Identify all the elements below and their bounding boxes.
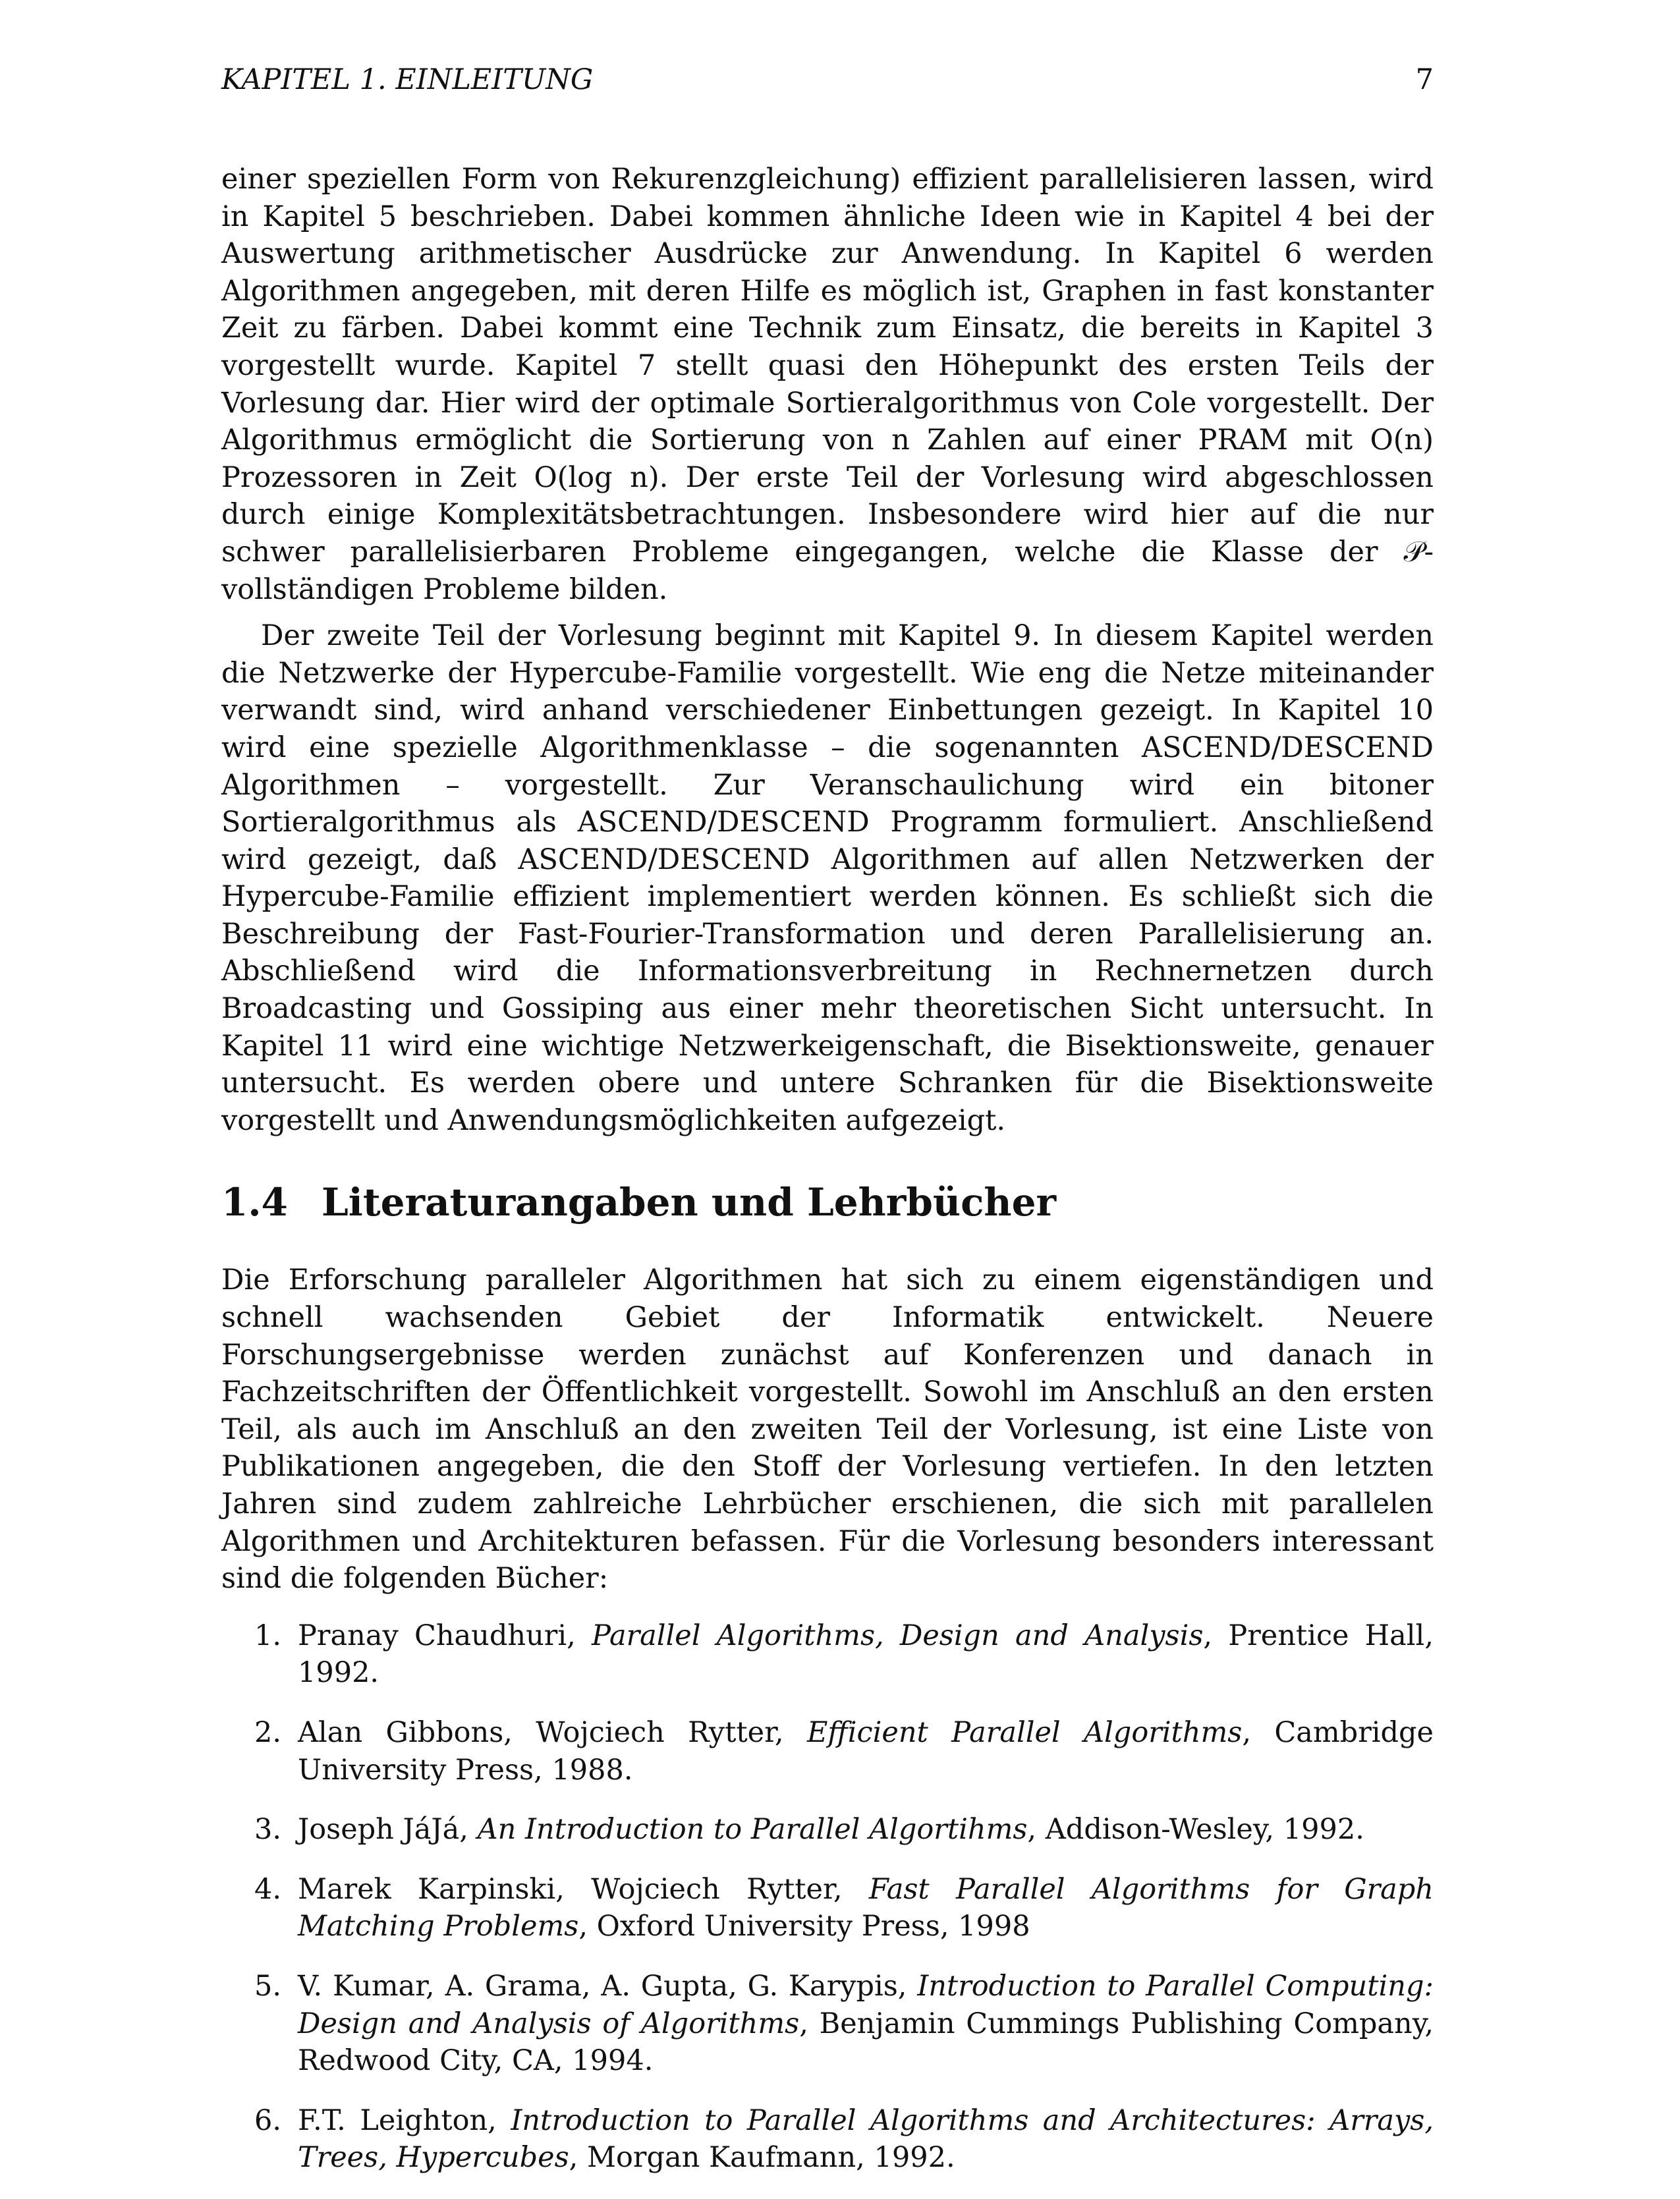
reference-number: 2. [254,1715,282,1749]
reference-authors: F.T. Leighton, [298,2103,511,2137]
reference-publisher: , Morgan Kaufmann, 1992. [569,2141,955,2175]
section-title: Literaturangaben und Lehrbücher [322,1180,1057,1225]
reference-number: 1. [254,1619,282,1652]
reference-authors: Marek Karpinski, Wojciech Rytter, [298,1872,869,1906]
page-number: 7 [1415,63,1434,96]
reference-title: Fast Parallel Algorithms for Graph Matching Problems [298,1872,1434,1943]
reference-number: 3. [254,1813,282,1847]
reference-number: 5. [254,1969,282,2003]
reference-title: Efficient Parallel Algorithms [806,1715,1243,1749]
body-paragraph-3: Die Erforschung paralleler Algorithmen hat sich zu einem eigenständigen und schnell wachsenden Gebiet der Informatik entwickelt. Neuere Forschungsergebnisse werden zunächst auf Konferenzen und danach in Fachzeitschriften der Öffentlichkeit vorgestellt. Sowohl im Anschluß an den ersten Teil, als auch im Anschluß an den zweiten Teil der Vorlesung, ist eine Liste von Publikationen angegeben, die den Stoff der Vorlesung vertiefen. In den letzten Jahren sind zudem zahlreiche Lehrbücher erschienen, die sich mit parallelen Algorithmen und Architekturen befassen. Für die Vorlesung besonders interessant sind die folgenden Bücher: [221,1264,1434,1596]
section-number: 1.4 [221,1180,288,1225]
reference-publisher: , Prentice Hall, 1992. [298,1619,1434,1690]
running-head [221,63,1434,105]
reference-item [221,1968,1434,2080]
reference-publisher: , Oxford University Press, 1998 [578,1910,1030,1943]
reference-title: An Introduction to Parallel Algortihms [477,1813,1028,1847]
reference-title: Introduction to Parallel Algorithms and Architectures: Arrays, Trees, Hypercubes [298,2103,1434,2175]
reference-item [221,1617,1434,1692]
body-paragraph-1: einer speziellen Form von Rekurenzgleichung) effizient parallelisieren lassen, wird in Kapitel 5 beschrieben. Dabei kommen ähnliche Ideen wie in Kapitel 4 bei der Auswertung arithmetischer Ausdrücke zur Anwendung. In Kapitel 6 werden Algorithmen angegeben, mit deren Hilfe es möglich ist, Graphen in fast konstanter Zeit zu färben. Dabei kommt eine Technik zum Einsatz, die bereits in Kapitel 3 vorgestellt wurde. Kapitel 7 stellt quasi den Höhepunkt des ersten Teils der Vorlesung dar. Hier wird der optimale Sortieralgorithmus von Cole vorgestellt. Der Algorithmus ermöglicht die Sortierung von n Zahlen auf einer PRAM mit O(n) Prozessoren in Zeit O(log n). Der erste Teil der Vorlesung wird abgeschlossen durch einige Komplexitätsbetrachtungen. Insbesondere wird hier auf die nur schwer parallelisierbaren Probleme eingegangen, welche die Klasse der 𝒫-vollständigen Probleme bilden. [221,163,1434,606]
reference-authors: Pranay Chaudhuri, [298,1619,592,1652]
reference-publisher: , Cambridge University Press, 1988. [298,1715,1434,1787]
reference-number: 6. [254,2103,282,2137]
reference-authors: Alan Gibbons, Wojciech Rytter, [298,1715,807,1749]
section-heading [221,1179,1434,1226]
reference-publisher: , Benjamin Cummings Publishing Company, Redwood City, CA, 1994. [298,2007,1434,2078]
body-paragraph-2: Der zweite Teil der Vorlesung beginnt mit Kapitel 9. In diesem Kapitel werden die Netzwerke der Hypercube-Familie vorgestellt. Wie eng die Netze miteinander verwandt sind, wird anhand verschiedener Einbettungen gezeigt. In Kapitel 10 wird eine spezielle Algorithmenklasse – die sogenannten ASCEND/DESCEND Algorithmen – vorgestellt. Zur Veranschaulichung wird ein bitoner Sortieralgorithmus als ASCEND/DESCEND Programm formuliert. Anschließend wird gezeigt, daß ASCEND/DESCEND Algorithmen auf allen Netzwerken der Hypercube-Familie effizient implementiert werden können. Es schließt sich die Beschreibung der Fast-Fourier-Transformation und deren Parallelisierung an. Abschließend wird die Informationsverbreitung in Rechnernetzen durch Broadcasting und Gossiping aus einer mehr theoretischen Sicht untersucht. In Kapitel 11 wird eine wichtige Netzwerkeigenschaft, die Bisektionsweite, genauer untersucht. Es werden obere und untere Schranken für die Bisektionsweite vorgestellt und Anwendungsmöglichkeiten aufgezeigt. [221,619,1434,1137]
reference-publisher: , Addison-Wesley, 1992. [1027,1813,1364,1847]
reference-authors: V. Kumar, A. Grama, A. Gupta, G. Karypis, [298,1969,918,2003]
reference-list [221,1617,1434,2177]
reference-title: Introduction to Parallel Computing: Design and Analysis of Algorithms [298,1969,1434,2040]
page-body [221,161,1434,2199]
reference-authors: Joseph JáJá, [298,1813,478,1847]
running-head-chapter: KAPITEL 1. EINLEITUNG [221,63,594,96]
reference-number: 4. [254,1872,282,1906]
reference-item [221,1811,1434,1849]
reference-item [221,1871,1434,1945]
reference-title: Parallel Algorithms, Design and Analysis [591,1619,1204,1652]
reference-item [221,1714,1434,1789]
reference-item [221,2102,1434,2177]
